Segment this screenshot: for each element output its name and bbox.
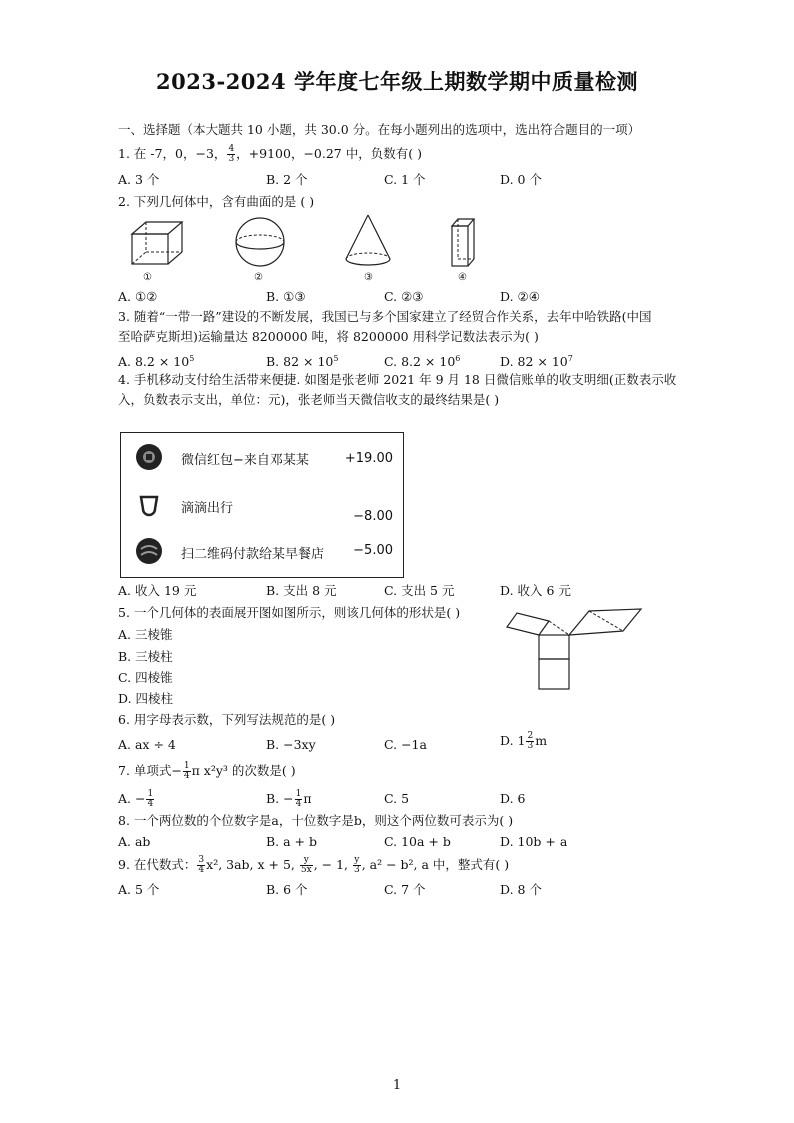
bill-label: 微信红包−来自邓某某 [181,453,309,468]
figure-label-2: ② [254,272,263,283]
bill-label: 滴滴出行 [181,501,234,516]
bill-amount: +19.00 [344,451,393,466]
q2-option-a: A. ①② [118,289,158,304]
q6-option-d: D. 1 $\frac{2}{3}$ m [500,731,548,751]
fraction: $\frac{4}{3}$ [228,144,235,164]
q1-stem: 1. 在 -7，0，−3， $\frac{4}{3}$ ，+9100，−0.27 中，负数有( ) [118,144,422,164]
q3-stem-line2: 至哈萨克斯坦)运输量达 8200000 吨，将 8200000 用科学记数法表示为( ) [118,329,539,344]
figure-label-3: ③ [364,272,373,283]
prism-figure [448,216,478,272]
q6-option-a: A. ax ÷ 4 [118,737,176,752]
red-packet-icon [135,443,163,475]
q6-option-b: B. −3xy [266,737,316,752]
exam-title: 2023-2024 学年度七年级上期数学期中质量检测 [156,69,638,94]
q3-option-d: D. $82 \times 10^7$ [500,354,573,370]
q7-option-b: B. − $\frac{1}{4}$ π [266,789,312,809]
wechat-bill-figure [120,432,404,578]
q3-option-c: C. $8.2 \times 10^6$ [384,354,461,370]
didi-icon [135,491,163,523]
sphere-figure [232,214,288,270]
q1-option-a: A. 3 个 [118,172,160,187]
cone-figure [343,212,393,268]
q3-stem-line1: 3. 随着“一带一路”建设的不断发展，我国已与多个国家建立了经贸合作关系，去年中哈铁路(中国 [118,309,652,324]
q7-option-c: C. 5 [384,791,410,806]
q7-option-d: D. 6 [500,791,526,806]
bill-amount: −5.00 [353,543,393,558]
q7-option-a: A. − $\frac{1}{4}$ [118,789,154,809]
bill-row [121,491,403,527]
q5-option-d: D. 四棱柱 [118,691,174,706]
q4-option-b: B. 支出 8 元 [266,583,337,598]
q2-option-b: B. ①③ [266,289,306,304]
restaurant-icon [135,537,163,569]
bill-amount: −8.00 [353,509,393,524]
q1-option-b: B. 2 个 [266,172,308,187]
figure-label-4: ④ [458,272,467,283]
section-heading: 一、选择题（本大题共 10 小题，共 30.0 分。在每小题列出的选项中，选出符合题目的一项） [118,122,641,137]
figure-label-1: ① [143,272,152,283]
bill-label: 扫二维码付款给某早餐店 [181,547,325,562]
q1-option-d: D. 0 个 [500,172,542,187]
q9-option-c: C. 7 个 [384,882,426,897]
q6-option-c: C. −1a [384,737,427,752]
q2-stem: 2. 下列几何体中，含有曲面的是 ( ) [118,194,315,209]
q4-option-a: A. 收入 19 元 [118,583,197,598]
q5-option-a: A. 三棱锥 [118,627,173,642]
q7-stem: 7. 单项式− $\frac{1}{4}$ π x²y³ 的次数是( ) [118,761,296,781]
q5-option-c: C. 四棱锥 [118,670,173,685]
q3-option-b: B. $82 \times 10^5$ [266,354,339,370]
q2-option-c: C. ②③ [384,289,424,304]
q9-option-d: D. 8 个 [500,882,542,897]
q8-option-b: B. a + b [266,834,318,849]
q4-option-c: C. 支出 5 元 [384,583,455,598]
q2-option-d: D. ②④ [500,289,540,304]
q4-stem-line1: 4. 手机移动支付给生活带来便捷. 如图是张老师 2021 年 9 月 18 日微信账单的收支明细(正数表示收 [118,372,677,387]
q8-option-a: A. ab [118,834,151,849]
q4-option-d: D. 收入 6 元 [500,583,571,598]
q3-option-a: A. $8.2 \times 10^5$ [118,354,195,370]
bill-row [121,535,403,571]
bill-row [121,441,403,477]
q5-stem: 5. 一个几何体的表面展开图如图所示，则该几何体的形状是( ) [118,605,461,620]
q8-option-c: C. 10a + b [384,834,451,849]
q8-option-d: D. 10b + a [500,834,568,849]
q5-option-b: B. 三棱柱 [118,649,173,664]
q1-option-c: C. 1 个 [384,172,426,187]
q4-stem-line2: 入，负数表示支出，单位：元)，张老师当天微信收支的最终结果是( ) [118,392,500,407]
page-number: 1 [392,1078,402,1093]
cube-figure [128,218,188,268]
q6-stem: 6. 用字母表示数，下列写法规范的是( ) [118,712,336,727]
net-figure [505,605,645,691]
q8-stem: 8. 一个两位数的个位数字是a，十位数字是b，则这个两位数可表示为( ) [118,813,514,828]
q9-option-a: A. 5 个 [118,882,160,897]
q9-option-b: B. 6 个 [266,882,308,897]
q9-stem: 9. 在代数式： $\frac{3}{4}$ x², 3ab, x + 5, $\frac{y}{5x}$ , − 1, $\frac{y}{3}$ , a² − b², a 中，整式有( ) [118,855,510,875]
